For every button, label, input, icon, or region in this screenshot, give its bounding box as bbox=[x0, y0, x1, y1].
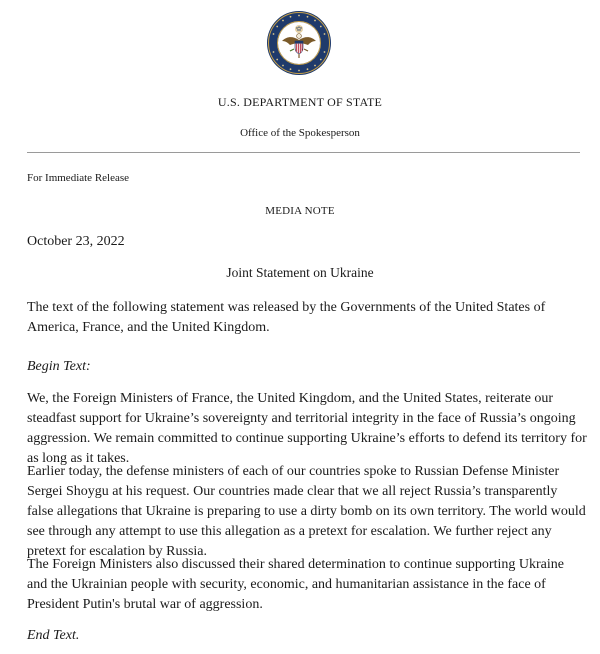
release-date: October 23, 2022 bbox=[27, 234, 125, 249]
end-text-marker: End Text. bbox=[27, 628, 80, 643]
header-divider bbox=[27, 152, 580, 153]
note-type: MEDIA NOTE bbox=[265, 205, 335, 217]
statement-paragraph-1: We, the Foreign Ministers of France, the United Kingdom, and the United States, reiterate our steadfast support for Ukraine’s sovereignty and territorial integrity in the face of Russia’s ongoing aggression. We remain committed to continue supporting Ukraine’s efforts to defend its territory for as long as it takes. bbox=[27, 391, 587, 466]
statement-paragraph-3: The Foreign Ministers also discussed their shared determination to continue supporting Ukraine and the Ukrainian people with security, economic, and humanitarian assistance in the face of President Putin's brutal war of aggression. bbox=[27, 557, 564, 612]
begin-text-marker: Begin Text: bbox=[27, 359, 91, 374]
statement-title: Joint Statement on Ukraine bbox=[226, 265, 374, 280]
office-name: Office of the Spokesperson bbox=[240, 127, 360, 139]
intro-paragraph: The text of the following statement was released by the Governments of the United States of America, France, and the United Kingdom. bbox=[27, 300, 546, 335]
seal-emblem-icon bbox=[266, 10, 332, 76]
department-of-state-seal bbox=[266, 10, 332, 76]
statement-paragraph-2: Earlier today, the defense ministers of each of our countries spoke to Russian Defense Minister Sergei Shoygu at his request. Our countries made clear that we all reject Russia’s transparently false allegations that Ukraine is preparing to use a dirty bomb on its own territory. The world would see through any attempt to use this allegation as a pretext for escalation. We further reject any pretext for escalation by Russia. bbox=[27, 464, 586, 559]
release-label: For Immediate Release bbox=[27, 172, 130, 184]
department-name: U.S. DEPARTMENT OF STATE bbox=[217, 95, 383, 109]
